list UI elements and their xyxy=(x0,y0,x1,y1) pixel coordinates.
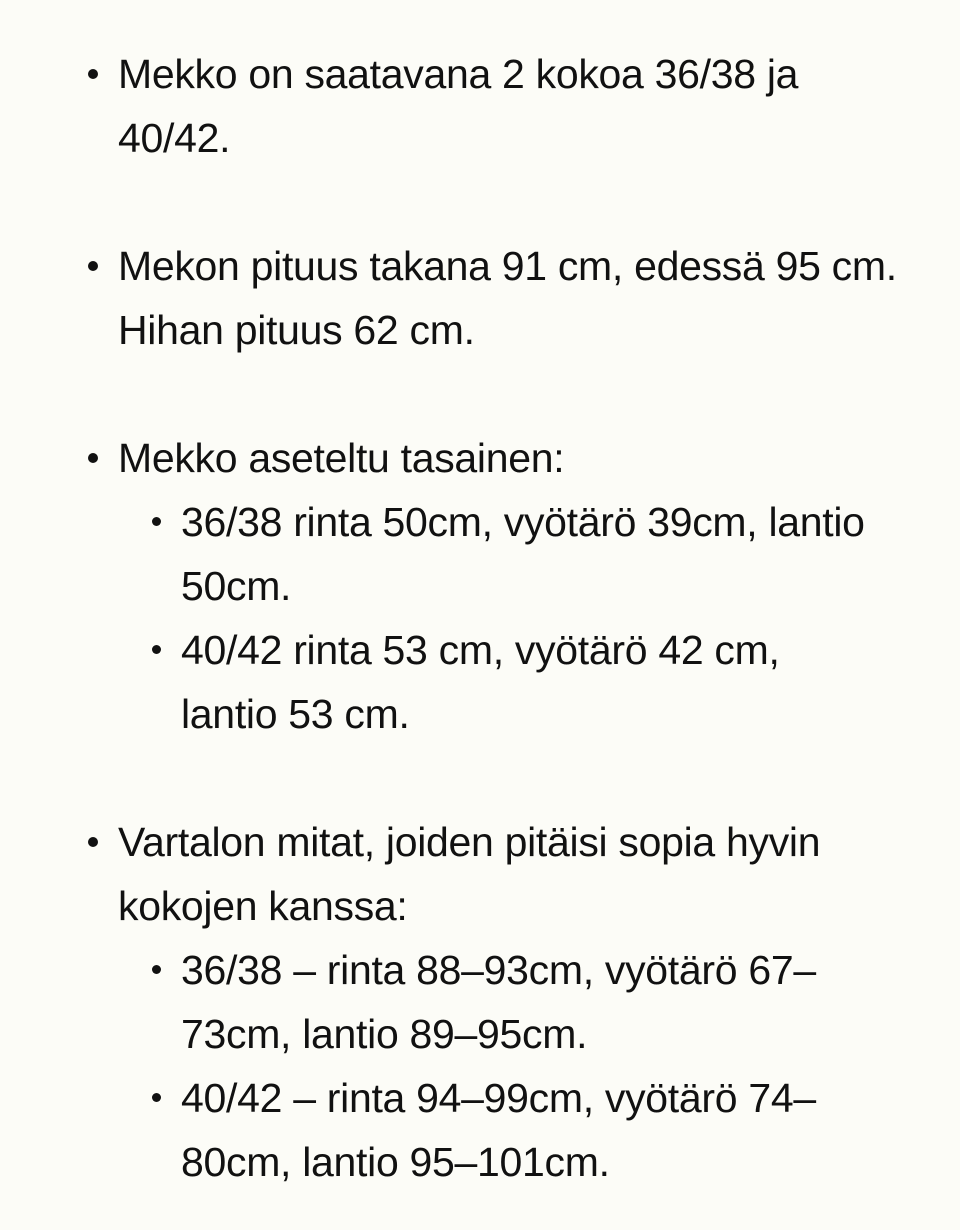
body-measurements-heading: Vartalon mitat, joiden pitäisi sopia hyvin kokojen kanssa: xyxy=(118,819,821,929)
bullet-dot xyxy=(152,965,161,974)
flat-measurement-36-38-text: 36/38 rinta 50cm, vyötärö 39cm, lantio 50cm. xyxy=(181,499,865,609)
flat-measurements-list xyxy=(118,490,920,746)
flat-measurement-40-42 xyxy=(118,618,920,746)
body-measurement-36-38 xyxy=(118,938,920,1066)
body-measurement-40-42-text: 40/42 – rinta 94–99cm, vyötärö 74–80cm, lantio 95–101cm. xyxy=(181,1075,816,1185)
bullet-dot xyxy=(88,69,98,79)
body-measurements-list xyxy=(118,938,920,1194)
bullet-dot xyxy=(88,453,98,463)
bullet-dot xyxy=(88,837,98,847)
body-measurement-40-42 xyxy=(118,1066,920,1194)
size-info-list xyxy=(0,42,960,1194)
sizes-text: Mekko on saatavana 2 kokoa 36/38 ja 40/42. xyxy=(118,51,799,161)
list-item-body-measurements xyxy=(0,810,960,1194)
list-item-sizes xyxy=(0,42,960,170)
bullet-dot xyxy=(88,261,98,271)
list-item-lengths xyxy=(0,234,960,362)
bullet-dot xyxy=(152,645,161,654)
list-item-flat-measurements xyxy=(0,426,960,746)
bullet-dot xyxy=(152,517,161,526)
flat-measurement-36-38 xyxy=(118,490,920,618)
flat-measurement-40-42-text: 40/42 rinta 53 cm, vyötärö 42 cm, lantio 53 cm. xyxy=(181,627,780,737)
flat-measurements-heading: Mekko aseteltu tasainen: xyxy=(118,435,565,481)
lengths-text: Mekon pituus takana 91 cm, edessä 95 cm. Hihan pituus 62 cm. xyxy=(118,243,897,353)
body-measurement-36-38-text: 36/38 – rinta 88–93cm, vyötärö 67–73cm, lantio 89–95cm. xyxy=(181,947,816,1057)
bullet-dot xyxy=(152,1093,161,1102)
